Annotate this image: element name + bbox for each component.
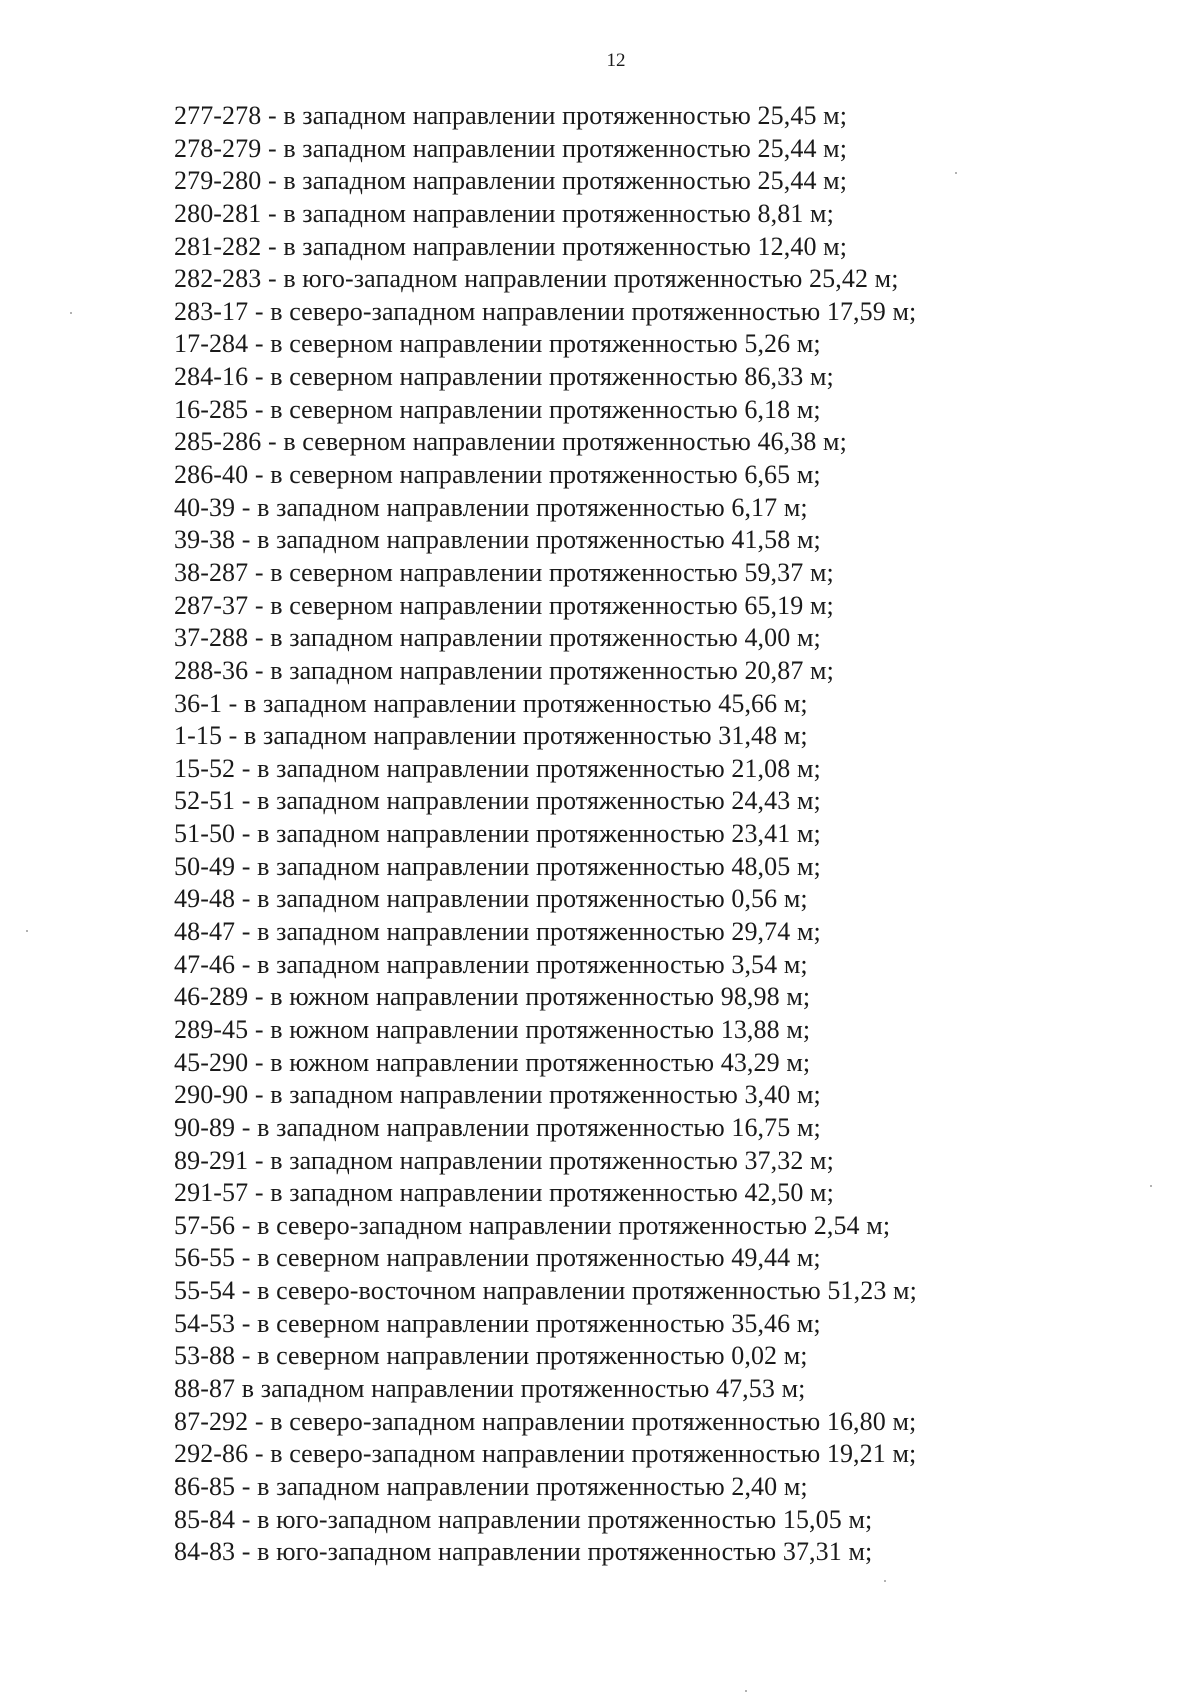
- segment-line: 288-36 - в западном направлении протяженностью 20,87 м;: [174, 655, 834, 685]
- segment-line: 1-15 - в западном направлении протяженностью 31,48 м;: [174, 721, 808, 751]
- segment-line: 51-50 - в западном направлении протяженностью 23,41 м;: [174, 819, 821, 849]
- segment-line: 37-288 - в западном направлении протяженностью 4,00 м;: [174, 623, 821, 653]
- page-number: 12: [606, 50, 626, 71]
- segment-line: 284-16 - в северном направлении протяженностью 86,33 м;: [174, 362, 834, 392]
- segment-line: 289-45 - в южном направлении протяженностью 13,88 м;: [174, 1014, 811, 1044]
- scan-speck: [70, 312, 72, 314]
- segment-line: 87-292 - в северо-западном направлении протяженностью 16,80 м;: [174, 1406, 917, 1436]
- segment-line: 85-84 - в юго-западном направлении протяженностью 15,05 м;: [174, 1504, 873, 1534]
- segment-line: 89-291 - в западном направлении протяженностью 37,32 м;: [174, 1145, 834, 1175]
- segment-line: 46-289 - в южном направлении протяженностью 98,98 м;: [174, 982, 811, 1012]
- segment-line: 84-83 - в юго-западном направлении протяженностью 37,31 м;: [174, 1537, 873, 1567]
- segment-line: 53-88 - в северном направлении протяженностью 0,02 м;: [174, 1341, 808, 1371]
- segment-line: 40-39 - в западном направлении протяженностью 6,17 м;: [174, 492, 808, 522]
- segment-line: 285-286 - в северном направлении протяженностью 46,38 м;: [174, 427, 847, 457]
- segment-line: 286-40 - в северном направлении протяженностью 6,65 м;: [174, 460, 821, 490]
- segment-line: 279-280 - в западном направлении протяженностью 25,44 м;: [174, 166, 848, 196]
- segment-list: [174, 100, 917, 1569]
- segment-line: 57-56 - в северо-западном направлении протяженностью 2,54 м;: [174, 1210, 891, 1240]
- segment-line: 90-89 - в западном направлении протяженностью 16,75 м;: [174, 1112, 821, 1142]
- segment-line: 290-90 - в западном направлении протяженностью 3,40 м;: [174, 1080, 821, 1110]
- segment-line: 15-52 - в западном направлении протяженностью 21,08 м;: [174, 753, 821, 783]
- segment-line: 16-285 - в северном направлении протяженностью 6,18 м;: [174, 394, 821, 424]
- scan-speck: [26, 930, 28, 932]
- segment-line: 55-54 - в северо-восточном направлении протяженностью 51,23 м;: [174, 1276, 917, 1306]
- scan-speck: [955, 172, 957, 174]
- segment-line: 282-283 - в юго-западном направлении протяженностью 25,42 м;: [174, 264, 899, 294]
- segment-line: 280-281 - в западном направлении протяженностью 8,81 м;: [174, 198, 834, 228]
- segment-line: 47-46 - в западном направлении протяженностью 3,54 м;: [174, 949, 808, 979]
- segment-line: 52-51 - в западном направлении протяженностью 24,43 м;: [174, 786, 821, 816]
- segment-line: 45-290 - в южном направлении протяженностью 43,29 м;: [174, 1047, 811, 1077]
- scan-speck: [884, 1580, 886, 1582]
- segment-line: 39-38 - в западном направлении протяженностью 41,58 м;: [174, 525, 821, 555]
- segment-line: 88-87 в западном направлении протяженностью 47,53 м;: [174, 1373, 806, 1403]
- segment-line: 17-284 - в северном направлении протяженностью 5,26 м;: [174, 329, 821, 359]
- segment-line: 86-85 - в западном направлении протяженностью 2,40 м;: [174, 1471, 808, 1501]
- segment-line: 36-1 - в западном направлении протяженностью 45,66 м;: [174, 688, 808, 718]
- segment-line: 277-278 - в западном направлении протяженностью 25,45 м;: [174, 101, 848, 130]
- segment-line: 49-48 - в западном направлении протяженностью 0,56 м;: [174, 884, 808, 914]
- segment-line: 292-86 - в северо-западном направлении протяженностью 19,21 м;: [174, 1439, 917, 1469]
- scan-speck: [1150, 1185, 1152, 1187]
- segment-line: 287-37 - в северном направлении протяженностью 65,19 м;: [174, 590, 834, 620]
- segment-line: 56-55 - в северном направлении протяженностью 49,44 м;: [174, 1243, 821, 1273]
- segment-line: 38-287 - в северном направлении протяженностью 59,37 м;: [174, 557, 834, 587]
- segment-line: 54-53 - в северном направлении протяженностью 35,46 м;: [174, 1308, 821, 1338]
- segment-line: 291-57 - в западном направлении протяженностью 42,50 м;: [174, 1178, 834, 1208]
- segment-line: 281-282 - в западном направлении протяженностью 12,40 м;: [174, 231, 848, 261]
- segment-line: 278-279 - в западном направлении протяженностью 25,44 м;: [174, 133, 848, 163]
- segment-line: 50-49 - в западном направлении протяженностью 48,05 м;: [174, 851, 821, 881]
- segment-line: 48-47 - в западном направлении протяженностью 29,74 м;: [174, 917, 821, 947]
- segment-line: 283-17 - в северо-западном направлении протяженностью 17,59 м;: [174, 296, 917, 326]
- scan-speck: [745, 1690, 747, 1692]
